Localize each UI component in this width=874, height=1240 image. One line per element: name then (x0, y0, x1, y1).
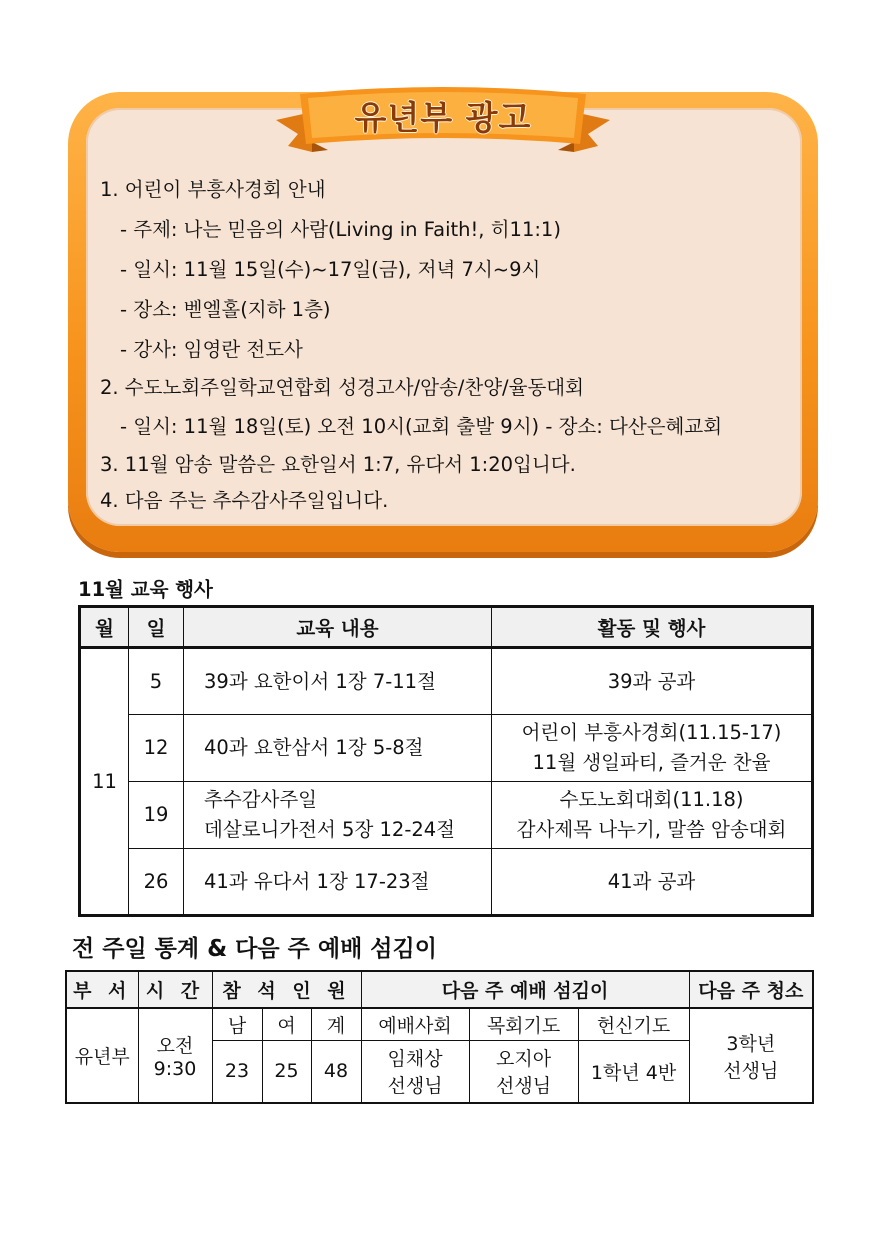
subheader-host: 예배사회 (361, 1008, 469, 1040)
table-row (80, 849, 813, 916)
female-count: 25 (262, 1040, 311, 1103)
day-cell: 12 (129, 715, 184, 782)
dept-cell: 유년부 (66, 1008, 138, 1103)
month-cell: 11 (80, 648, 129, 916)
subheader-male: 남 (212, 1008, 262, 1040)
announcement-line: - 일시: 11월 15일(수)~17일(금), 저녁 7시~9시 (120, 258, 541, 281)
content-cell (184, 715, 492, 782)
stats-table (65, 970, 814, 1104)
header-attendance: 참 석 인 원 (212, 971, 361, 1008)
host-line: 선생님 (387, 1075, 443, 1098)
header-cleaning: 다음 주 청소 (689, 971, 813, 1008)
cleaning-line: 선생님 (723, 1059, 779, 1082)
activity-cell (492, 849, 813, 916)
content-line: 추수감사주일 (204, 788, 318, 811)
column-header-content: 교육 내용 (184, 607, 492, 648)
day-cell: 26 (129, 849, 184, 916)
activity-cell (492, 715, 813, 782)
time-line: 오전 (156, 1035, 194, 1057)
subheader-total: 계 (311, 1008, 361, 1040)
content-cell (184, 648, 492, 715)
header-servers: 다음 주 예배 섬김이 (361, 971, 689, 1008)
education-section-title: 11월 교육 행사 (78, 578, 213, 601)
day-cell: 5 (129, 648, 184, 715)
content-line: 데살로니가전서 5장 12-24절 (204, 818, 455, 841)
offering-cell: 1학년 4반 (578, 1040, 689, 1103)
education-table (78, 605, 814, 917)
activity-cell (492, 648, 813, 715)
table-row (80, 715, 813, 782)
content-cell (184, 782, 492, 849)
prayer-cell (469, 1040, 578, 1103)
prayer-line: 선생님 (496, 1075, 552, 1098)
activity-line: 11월 생일파티, 즐거운 찬율 (532, 751, 771, 774)
stats-subheader-row (66, 1008, 813, 1040)
announcement-line: - 주제: 나는 믿음의 사람(Living in Faith!, 히11:1) (120, 218, 561, 241)
activity-line: 수도노회대회(11.18) (559, 788, 744, 811)
activity-line: 41과 공과 (607, 869, 696, 893)
banner-title: 유년부 광고 (354, 98, 532, 137)
time-line: 9:30 (153, 1058, 197, 1080)
time-cell (138, 1008, 212, 1103)
announcement-line: 3. 11월 암송 말씀은 요한일서 1:7, 유다서 1:20입니다. (100, 453, 576, 476)
activity-line: 어린이 부흥사경회(11.15-17) (521, 721, 782, 744)
activity-line: 39과 공과 (607, 669, 696, 693)
header-dept: 부 서 (66, 971, 138, 1008)
subheader-female: 여 (262, 1008, 311, 1040)
column-header-activity: 활동 및 행사 (492, 607, 813, 648)
cleaning-cell (689, 1008, 813, 1103)
table-row (80, 782, 813, 849)
activity-line: 감사제목 나누기, 말씀 암송대회 (516, 818, 787, 841)
content-line: 41과 유다서 1장 17-23절 (204, 869, 430, 893)
announcement-line: 1. 어린이 부흥사경회 안내 (100, 178, 326, 201)
male-count: 23 (212, 1040, 262, 1103)
content-line: 39과 요한이서 1장 7-11절 (204, 669, 436, 693)
column-header-month: 월 (80, 607, 129, 648)
content-line: 40과 요한삼서 1장 5-8절 (204, 736, 424, 759)
prayer-line: 오지아 (496, 1048, 552, 1071)
table-row (80, 648, 813, 715)
announcement-line: - 장소: 벧엘홀(지하 1층) (120, 298, 331, 321)
subheader-prayer: 목회기도 (469, 1008, 578, 1040)
subheader-offering: 헌신기도 (578, 1008, 689, 1040)
host-cell (361, 1040, 469, 1103)
content-cell (184, 849, 492, 916)
stats-section-title: 전 주일 통계 & 다음 주 예배 섬김이 (72, 936, 437, 962)
header-time: 시 간 (138, 971, 212, 1008)
announcement-line: 2. 수도노회주일학교연합회 성경고사/암송/찬양/율동대회 (100, 376, 584, 399)
announcement-line: - 일시: 11월 18일(토) 오전 10시(교회 출발 9시) - 장소: 다산은혜교회 (120, 415, 723, 438)
table-header-row (80, 607, 813, 648)
cleaning-line: 3학년 (726, 1032, 776, 1055)
stats-header-row (66, 971, 813, 1008)
announcement-line: 4. 다음 주는 추수감사주일입니다. (100, 489, 389, 512)
activity-cell (492, 782, 813, 849)
announcement-line: - 강사: 임영란 전도사 (120, 338, 303, 361)
title-ribbon (272, 76, 614, 172)
total-count: 48 (311, 1040, 361, 1103)
column-header-day: 일 (129, 607, 184, 648)
day-cell: 19 (129, 782, 184, 849)
host-line: 임채상 (387, 1048, 443, 1071)
